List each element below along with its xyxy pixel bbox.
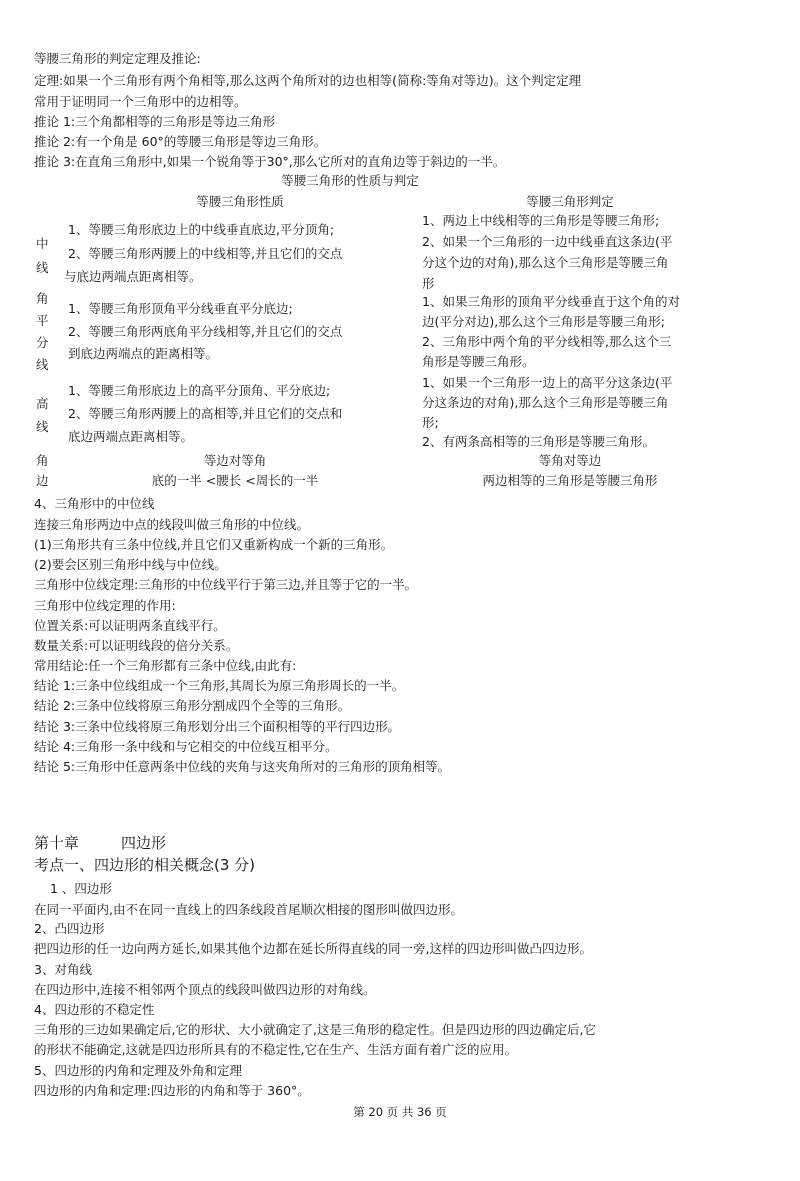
median-property-2-cont: 与底边两端点距离相等。 [64, 269, 202, 284]
median-property-1: 1、等腰三角形底边上的中线垂直底边,平分顶角; [68, 222, 335, 237]
midline-line: (1)三角形共有三条中位线,并且它们又重新构成一个新的三角形。 [34, 537, 394, 552]
side-criterion-1: 等角对等边 [538, 453, 602, 468]
chapter-line: 1 、四边形 [50, 881, 112, 896]
side-property-1: 等边对等角 [203, 453, 267, 468]
criterion-line: 1、如果三角形的顶角平分线垂直于这个角的对 [422, 294, 680, 309]
chapter-name: 四边形 [121, 834, 167, 852]
row-label-altitude-1: 高 [36, 396, 49, 411]
row-label-bisector-3: 分 [36, 335, 49, 350]
row-label-side-2: 边 [36, 473, 49, 488]
criterion-line: 1、如果一个三角形一边上的高平分这条边(平 [422, 375, 673, 390]
row-label-median-1: 中 [36, 236, 49, 251]
bisector-property-1: 1、等腰三角形顶角平分线垂直平分底边; [68, 301, 293, 316]
corollary-1: 推论 1:三个角都相等的三角形是等边三角形 [34, 114, 276, 129]
bisector-property-2: 2、等腰三角形两底角平分线相等,并且它们的交点 [68, 324, 343, 339]
side-property-2: 底的一半 <腰长 <周长的一半 [151, 473, 319, 488]
table-right-header: 等腰三角形判定 [526, 194, 614, 209]
criterion-line: 形 [422, 276, 435, 291]
chapter-line: 5、四边形的内角和定理及外角和定理 [34, 1063, 242, 1078]
chapter-line: 的形状不能确定,这就是四边形所具有的不稳定性,它在生产、生活方面有着广泛的应用。 [34, 1042, 517, 1057]
criterion-line: 2、如果一个三角形的一边中线垂直这条边(平 [422, 234, 673, 249]
chapter-line: 在同一平面内,由不在同一直线上的四条线段首尾顺次相接的图形叫做四边形。 [34, 902, 463, 917]
midline-line: 连接三角形两边中点的线段叫做三角形的中位线。 [34, 517, 310, 532]
chapter-line: 四边形的内角和定理:四边形的内角和等于 360°。 [34, 1083, 310, 1098]
midline-line: 位置关系:可以证明两条直线平行。 [34, 618, 226, 633]
theorem-text-cont: 常用于证明同一个三角形中的边相等。 [34, 94, 247, 109]
midline-line: 数量关系:可以证明线段的倍分关系。 [34, 638, 239, 653]
criterion-line: 分这个边的对角),那么这个三角形是等腰三角 [422, 255, 669, 270]
criterion-line: 边(平分对边),那么这个三角形是等腰三角形; [422, 314, 665, 329]
corollary-2: 推论 2:有一个角是 60°的等腰三角形是等边三角形。 [34, 134, 327, 149]
chapter-line: 2、凸四边形 [34, 921, 105, 936]
topic-title: 考点一、四边形的相关概念(3 分) [34, 856, 256, 874]
chapter-line: 4、四边形的不稳定性 [34, 1002, 155, 1017]
row-label-median-2: 线 [36, 260, 49, 275]
table-title: 等腰三角形的性质与判定 [281, 173, 419, 188]
chapter-title [34, 833, 166, 853]
side-criterion-2: 两边相等的三角形是等腰三角形 [482, 473, 658, 488]
midline-heading: 4、三角形中的中位线 [34, 496, 155, 511]
row-label-bisector-2: 平 [36, 313, 49, 328]
altitude-property-2: 2、等腰三角形两腰上的高相等,并且它们的交点和 [68, 406, 343, 421]
midline-line: 结论 2:三条中位线将原三角形分割成四个全等的三角形。 [34, 698, 351, 713]
bisector-property-2-cont: 到底边两端点的距离相等。 [68, 346, 219, 361]
median-property-2: 2、等腰三角形两腰上的中线相等,并且它们的交点 [68, 246, 343, 261]
midline-line: (2)要会区别三角形中线与中位线。 [34, 557, 227, 572]
theorem-text: 定理:如果一个三角形有两个角相等,那么这两个角所对的边也相等(简称:等角对等边)。这个判定定理 [34, 73, 582, 88]
section-heading: 等腰三角形的判定定理及推论: [34, 51, 201, 66]
row-label-bisector-4: 线 [36, 357, 49, 372]
altitude-property-2-cont: 底边两端点距离相等。 [68, 429, 194, 444]
criterion-line: 分这条边的对角),那么这个三角形是等腰三角 [422, 395, 669, 410]
row-label-altitude-2: 线 [36, 419, 49, 434]
midline-line: 结论 4:三角形一条中线和与它相交的中位线互相平分。 [34, 739, 338, 754]
chapter-line: 把四边形的任一边向两方延长,如果其他个边都在延长所得直线的同一旁,这样的四边形叫做凸四边形。 [34, 941, 592, 956]
criterion-line: 2、有两条高相等的三角形是等腰三角形。 [422, 434, 655, 449]
row-label-side-1: 角 [36, 453, 49, 468]
chapter-number: 第十章 [34, 834, 80, 852]
altitude-property-1: 1、等腰三角形底边上的高平分顶角、平分底边; [68, 383, 331, 398]
criterion-line: 角形是等腰三角形。 [422, 354, 535, 369]
corollary-3: 推论 3:在直角三角形中,如果一个锐角等于30°,那么它所对的直角边等于斜边的一半。 [34, 154, 506, 169]
criterion-line: 2、三角形中两个角的平分线相等,那么这个三 [422, 334, 672, 349]
page-footer: 第 20 页 共 36 页 [353, 1105, 447, 1119]
table-left-header: 等腰三角形性质 [196, 194, 284, 209]
row-label-bisector-1: 角 [36, 291, 49, 306]
criterion-line: 形; [422, 415, 439, 430]
midline-line: 结论 5:三角形中任意两条中位线的夹角与这夹角所对的三角形的顶角相等。 [34, 759, 451, 774]
midline-line: 结论 1:三条中位线组成一个三角形,其周长为原三角形周长的一半。 [34, 678, 405, 693]
midline-line: 常用结论:任一个三角形都有三条中位线,由此有: [34, 658, 297, 673]
criterion-line: 1、两边上中线相等的三角形是等腰三角形; [422, 213, 660, 228]
chapter-line: 在四边形中,连接不相邻两个顶点的线段叫做四边形的对角线。 [34, 982, 376, 997]
chapter-line: 三角形的三边如果确定后,它的形状、大小就确定了,这是三角形的稳定性。但是四边形的四边确定后,它 [34, 1022, 596, 1037]
midline-line: 三角形中位线定理的作用: [34, 598, 176, 613]
chapter-line: 3、对角线 [34, 962, 92, 977]
midline-line: 结论 3:三条中位线将原三角形划分出三个面积相等的平行四边形。 [34, 719, 401, 734]
midline-line: 三角形中位线定理:三角形的中位线平行于第三边,并且等于它的一半。 [34, 577, 418, 592]
